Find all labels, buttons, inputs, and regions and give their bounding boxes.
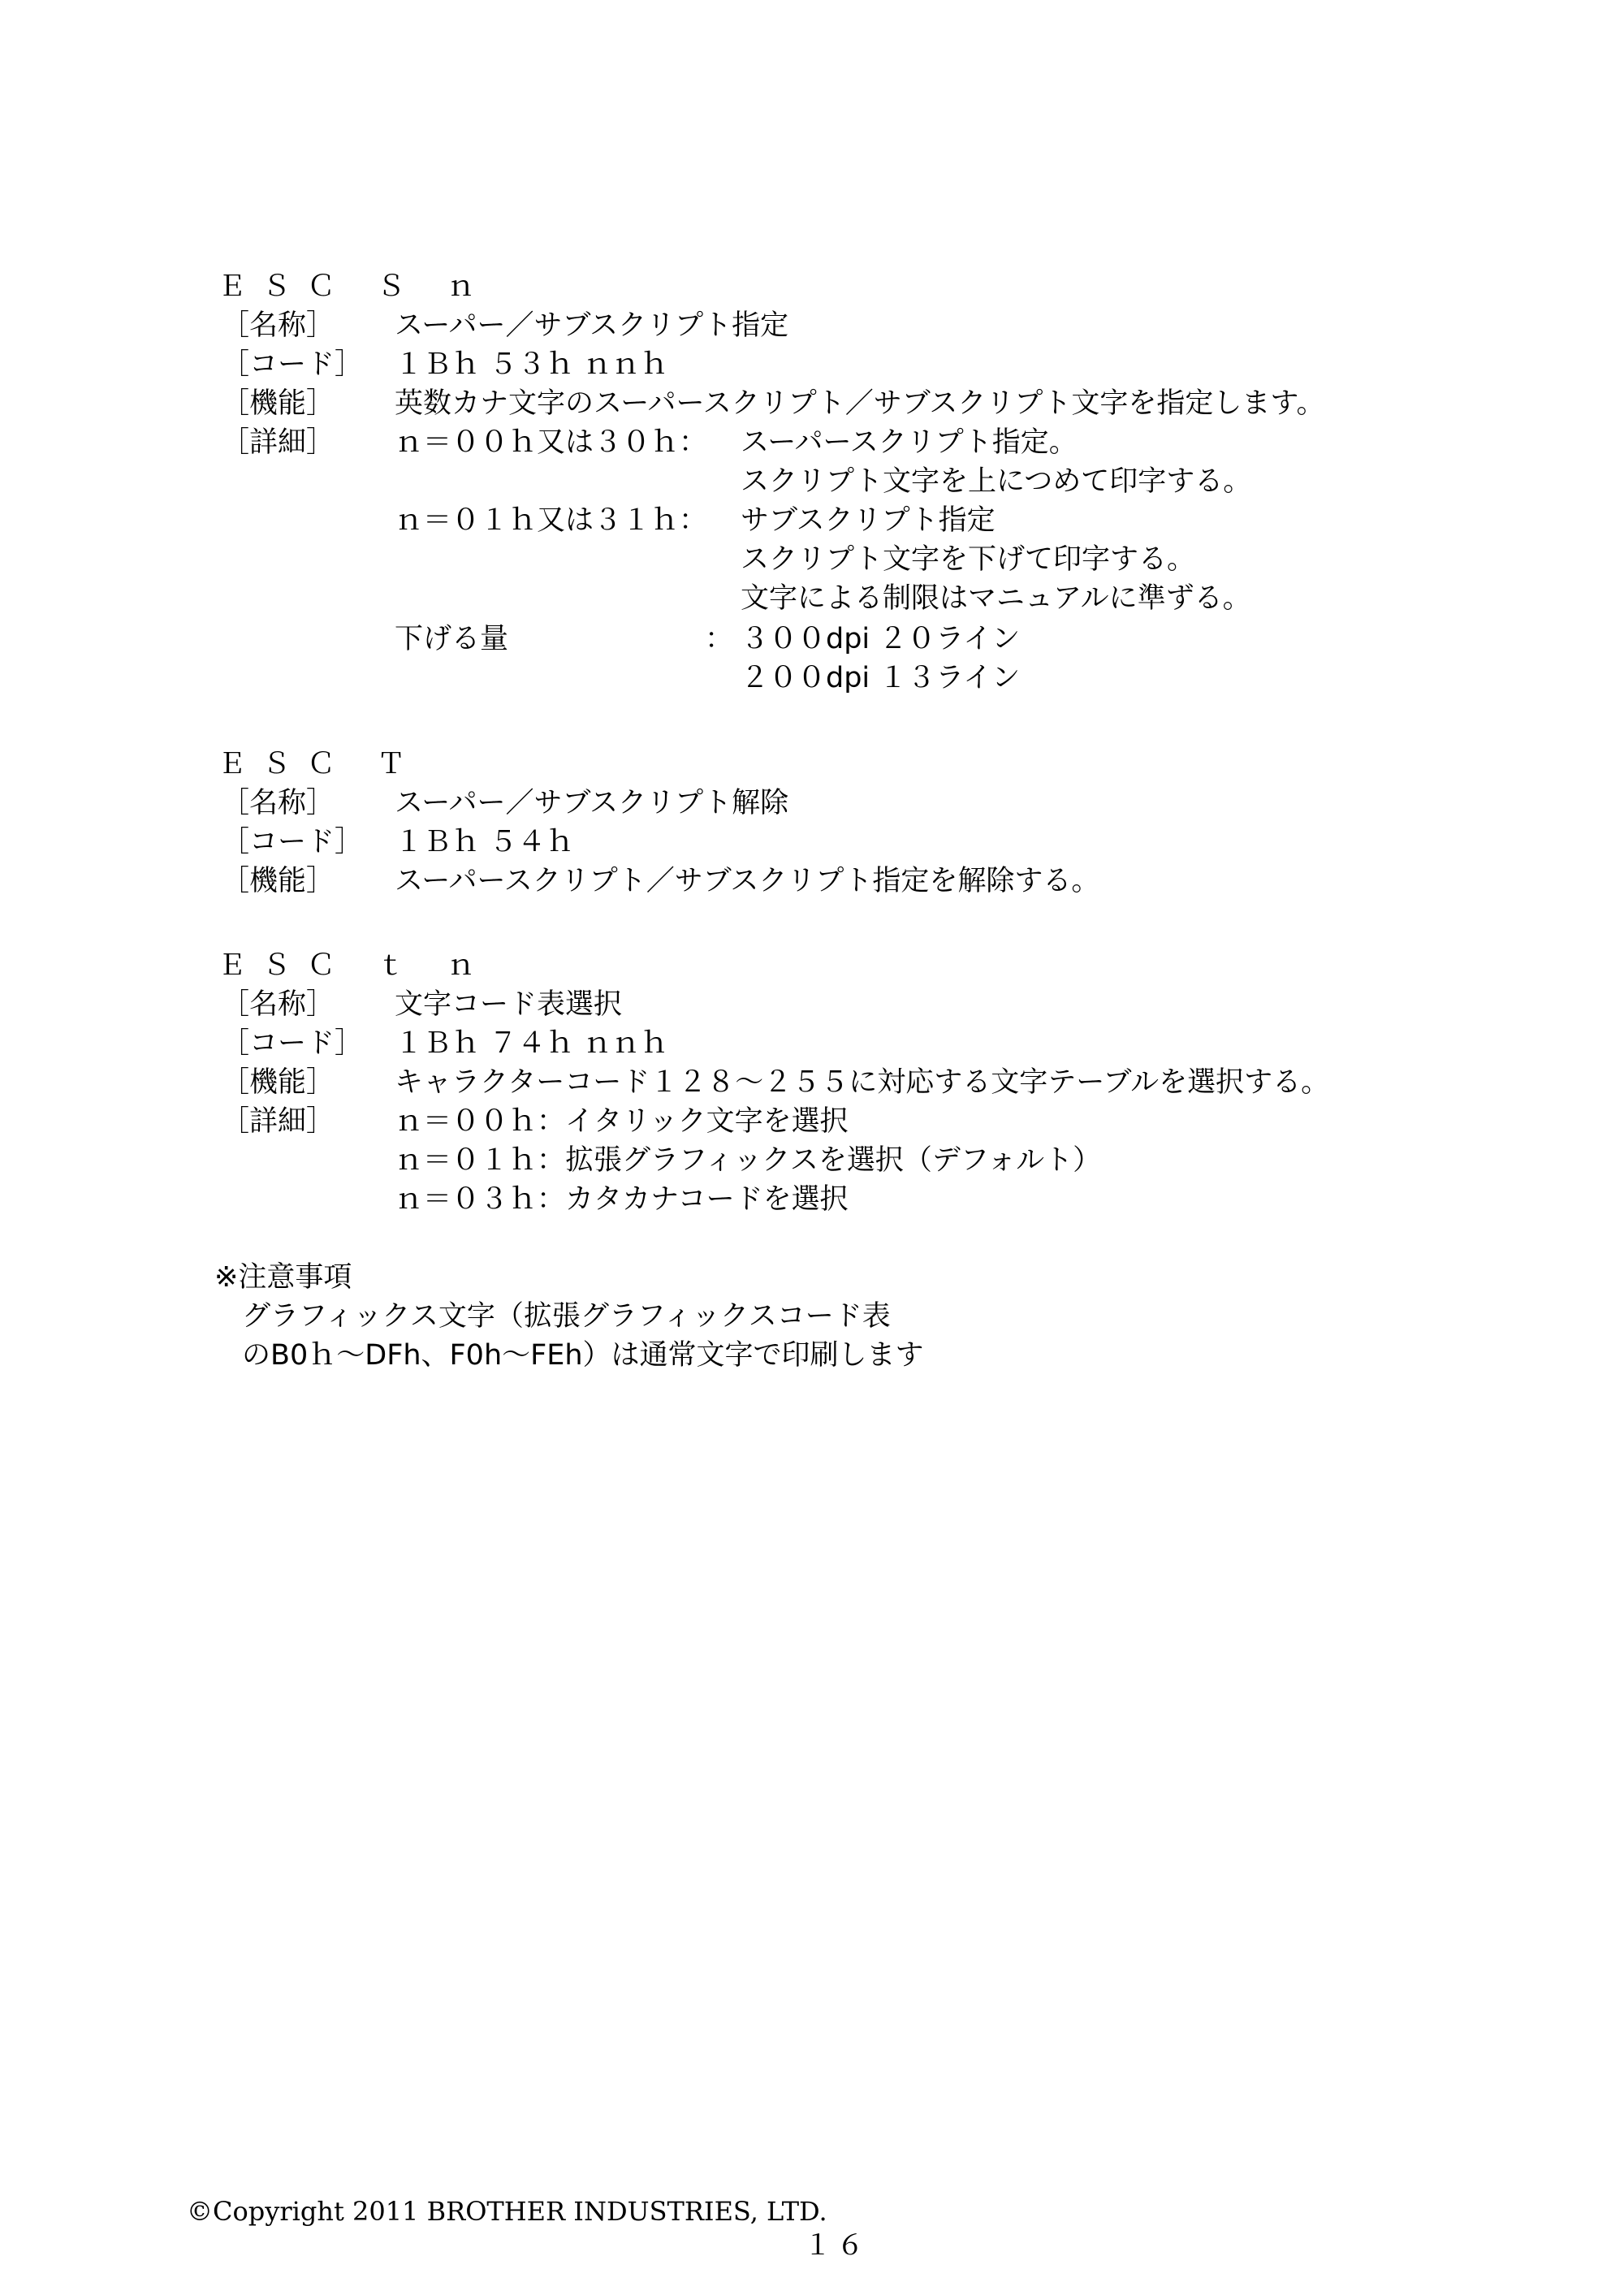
detail-text: 文字による制限はマニュアルに準ずる。: [741, 582, 1251, 615]
detail-text: ｎ＝０１ｈ：拡張グラフィックスを選択（デフォルト）: [395, 1144, 1102, 1177]
detail-text: ｎ＝００ｈ：イタリック文字を選択: [395, 1105, 849, 1138]
detail-text: スーパースクリプト指定。: [741, 426, 1078, 459]
function-label: ［機能］: [221, 865, 335, 897]
command-heading: ＥＳＣ Ｔ: [218, 748, 422, 780]
offset-colon: ：: [705, 623, 734, 655]
function-label: ［機能］: [221, 1066, 335, 1099]
code-label: ［コード］: [221, 826, 364, 858]
name-label: ［名称］: [221, 309, 335, 342]
name-label: ［名称］: [221, 988, 335, 1021]
note-line: のB0ｈ～DFh、F0h～FEh）は通常文字で印刷します: [242, 1339, 924, 1372]
function-label: ［機能］: [221, 387, 335, 420]
command-name: スーパー／サブスクリプト指定: [395, 309, 789, 342]
name-label: ［名称］: [221, 787, 335, 819]
detail-label: ［詳細］: [221, 1105, 335, 1138]
offset-value: ２００dpi １３ライン: [741, 662, 1021, 694]
command-code: １Ｂｈ ５３ｈ ｎｎｈ: [395, 348, 669, 381]
detail-text: スクリプト文字を上につめて印字する。: [741, 465, 1252, 498]
command-code: １Ｂｈ ７４ｈ ｎｎｈ: [395, 1027, 669, 1060]
detail-param: ｎ＝００ｈ又は３０ｈ：: [395, 426, 708, 459]
command-heading: ＥＳＣ ｔ ｎ: [218, 949, 492, 982]
command-name: スーパー／サブスクリプト解除: [395, 787, 789, 819]
code-label: ［コード］: [221, 1027, 364, 1060]
command-function: スーパースクリプト／サブスクリプト指定を解除する。: [395, 865, 1100, 897]
offset-label: 下げる量: [395, 623, 509, 655]
command-name: 文字コード表選択: [395, 988, 623, 1021]
detail-text: サブスクリプト指定: [741, 504, 996, 537]
detail-label: ［詳細］: [221, 426, 335, 459]
detail-text: スクリプト文字を下げて印字する。: [741, 543, 1196, 576]
copyright-notice: ©Copyright 2011 BROTHER INDUSTRIES, LTD.: [187, 2196, 827, 2227]
offset-value: ３００dpi ２０ライン: [741, 623, 1021, 655]
note-title: ※注意事項: [214, 1261, 352, 1294]
detail-param: ｎ＝０１ｈ又は３１ｈ：: [395, 504, 708, 537]
command-code: １Ｂｈ ５４ｈ: [395, 826, 575, 858]
note-line: グラフィックス文字（拡張グラフィックスコード表: [242, 1300, 891, 1333]
detail-text: ｎ＝０３ｈ：カタカナコードを選択: [395, 1183, 849, 1216]
page-number: １６: [804, 2229, 869, 2262]
command-heading: ＥＳＣ Ｓ ｎ: [218, 270, 492, 303]
code-label: ［コード］: [221, 348, 364, 381]
command-function: キャラクターコード１２８～２５５に対応する文字テーブルを選択する。: [395, 1066, 1330, 1099]
command-function: 英数カナ文字のスーパースクリプト／サブスクリプト文字を指定します。: [395, 387, 1325, 420]
